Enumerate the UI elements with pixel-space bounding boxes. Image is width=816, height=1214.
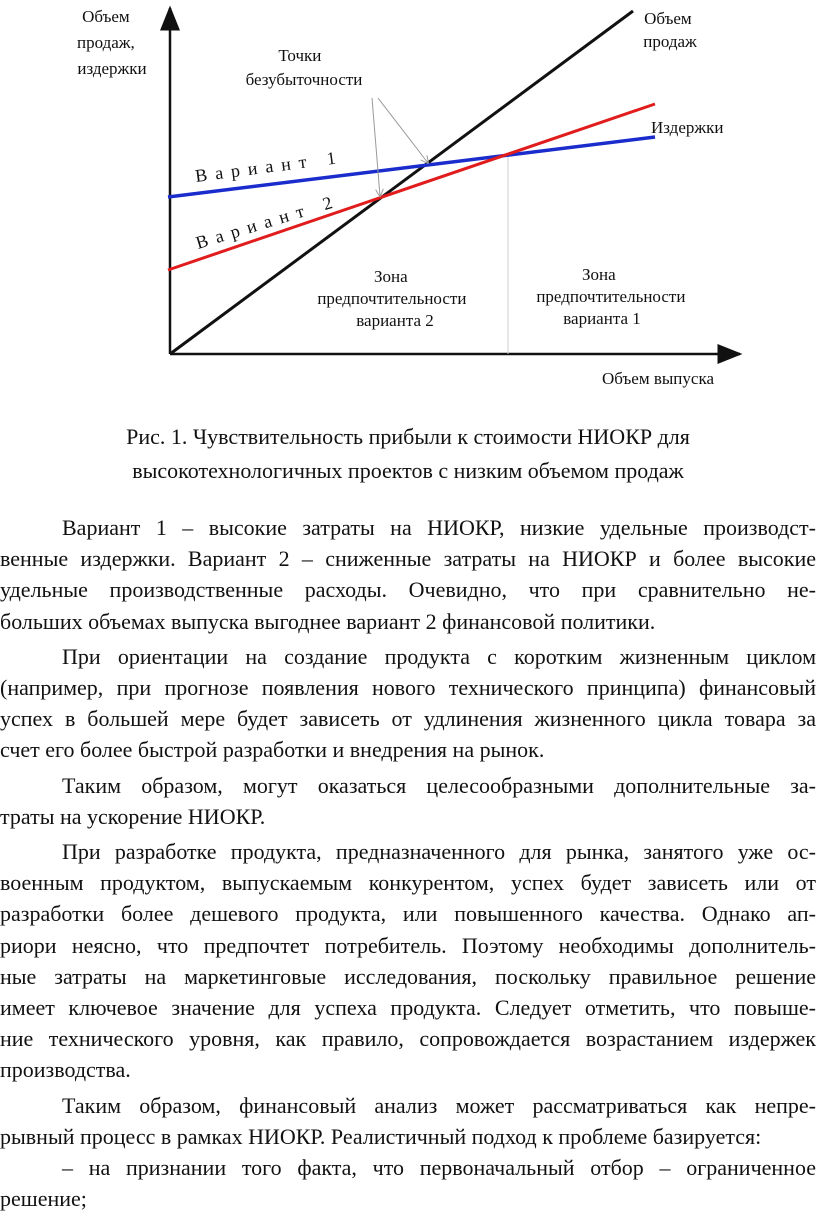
text-line: ние технического уровня, как правило, сопровождается возрастанием издержек [0,1026,816,1052]
paragraph [0,512,816,637]
text-line: счет его более быстрой разработки и внедрения на рынок. [0,737,545,763]
paragraph [0,641,816,766]
costs-label: Издержки [651,118,724,137]
text-line: рывный процесс в рамках НИОКР. Реалистичный подход к проблеме базируется: [0,1123,762,1149]
text-line: производства. [0,1057,131,1083]
text-line: успех в большей мере будет зависеть от удлинения жизненного цикла товара за [0,706,816,732]
text-line: имеет ключевое значение для успеха продукта. Следует отметить, что повыше- [0,995,816,1021]
paragraph [0,1152,816,1214]
caption-line: высокотехнологичных проектов с низким объемом продаж [132,458,684,483]
text-line: решение; [0,1186,87,1212]
text-line: При разработке продукта, предназначенного для рынка, занятого уже ос- [62,839,816,865]
text-line: – на признании того факта, что первоначальный отбор – ограниченное [62,1155,816,1181]
breakeven-pointer-1 [372,98,380,196]
y-axis-label: Объем продаж, издержки [76,7,147,78]
sales-line-label: Объем продаж [643,9,697,51]
zone1-label: Зона предпочтительности варианта 1 [536,265,686,328]
text-line: военным продуктом, выпускаемым конкурентом, успех будет зависеть или от [0,870,816,896]
body-text [0,512,816,1214]
x-axis-label: Объем выпуска [602,369,714,388]
breakeven-label: Точки безубыточности [245,46,363,89]
caption-line: Рис. 1. Чувствительность прибыли к стоимости НИОКР для [126,424,690,449]
breakeven-pointer-2 [378,98,428,163]
variant2-label: Вариант 2 [193,189,343,253]
text-line: разработки более дешевого продукта, или повышенного качества. Однако ап- [0,901,816,927]
text-line: удельные производственные расходы. Очевидно, что при сравнительно не- [0,577,816,603]
zone2-label: Зона предпочтительности варианта 2 [317,267,467,330]
text-line: Таким образом, могут оказаться целесообразными дополнительные за- [62,772,816,798]
breakeven-chart [0,0,816,400]
text-line: Таким образом, финансовый анализ может рассматриваться как непре- [62,1092,816,1118]
text-line: ные затраты на маркетинговые исследования, поскольку правильное решение [0,963,816,989]
text-line: траты на ускорение НИОКР. [0,803,266,829]
text-line: больших объемах выпуска выгоднее вариант 2 финансовой политики. [0,608,656,634]
paragraph [0,836,816,1086]
paragraph [0,1090,816,1152]
text-line: венные издержки. Вариант 2 – сниженные затраты на НИОКР и более высокие [0,546,816,572]
paragraph [0,770,816,832]
variant1-label: Вариант 1 [193,146,345,186]
text-line: При ориентации на создание продукта с коротким жизненным циклом [62,643,816,669]
text-line: риори неясно, что предпочтет потребитель. Поэтому необходимы дополнитель- [0,932,816,958]
text-line: (например, при прогнозе появления нового технического принципа) финансовый [0,675,816,701]
figure-caption [40,420,776,488]
text-line: Вариант 1 – высокие затраты на НИОКР, низкие удельные производст- [62,515,816,540]
